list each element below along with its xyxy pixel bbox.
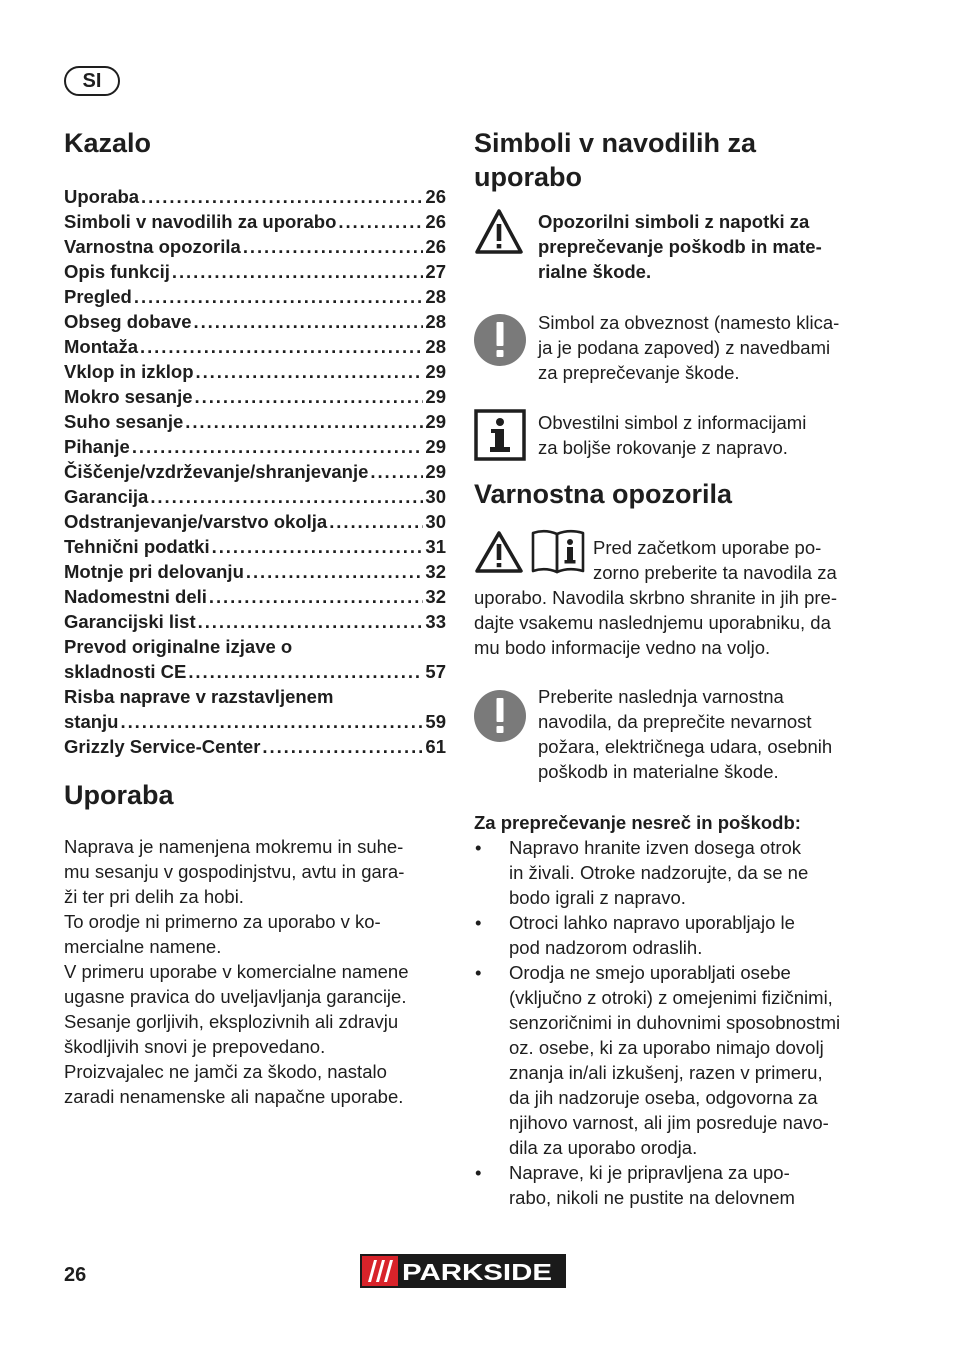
toc-entry-page: 28	[425, 286, 446, 307]
uporaba-text	[64, 834, 454, 1109]
toc-leader-dots	[329, 509, 423, 534]
toc-entry-page: 28	[425, 336, 446, 357]
uporaba-text-line: mu sesanju v gospodinjstvu, avtu in gara-	[64, 861, 405, 882]
toc-entry-page: 26	[425, 211, 446, 232]
toc-entry-page: 29	[425, 361, 446, 382]
toc-entry-label: Mokro sesanje	[64, 386, 193, 407]
toc-entry	[64, 434, 446, 459]
toc-entry-page: 32	[425, 561, 446, 582]
toc-entry	[64, 659, 446, 684]
read-instructions-text: Preberite naslednja varnostna navodila, da preprečite nevarnost požara, električnega udara, osebnih poškodb in materialne škode.	[538, 686, 833, 782]
uporaba-text-line: ži ter pri delih za hobi.	[64, 886, 244, 907]
info-box-icon	[474, 409, 538, 466]
toc-entry-label: Grizzly Service-Center	[64, 736, 261, 757]
toc-entry	[64, 484, 446, 509]
toc-entry	[64, 334, 446, 359]
toc-entry-page: 26	[425, 236, 446, 257]
bullet-marker: •	[475, 837, 482, 858]
toc-leader-dots	[132, 434, 424, 459]
toc-entry-label-line1: Prevod originalne izjave o	[64, 636, 293, 657]
toc-entry	[64, 609, 446, 634]
toc-entry-label: Garancija	[64, 486, 149, 507]
toc-leader-dots	[185, 409, 423, 434]
toc-leader-dots	[141, 184, 423, 209]
safety-bullet-line: pod nadzorom odraslih.	[509, 937, 703, 958]
toc-entry-page: 30	[425, 511, 446, 532]
symbols-title-line2: uporabo	[474, 162, 582, 192]
toc-leader-dots	[212, 534, 424, 559]
toc-entry-label: stanju	[64, 711, 119, 732]
toc-entry-page: 29	[425, 436, 446, 457]
uporaba-text-line: Sesanje gorljivih, eksplozivnih ali zdravju	[64, 1011, 399, 1032]
safety-bullet-line: znanja in/ali izkušenj, razen v primeru,	[509, 1062, 823, 1083]
toc-entry-page: 61	[425, 736, 446, 757]
uporaba-text-line: To orodje ni primerno za uporabo v ko-	[64, 911, 381, 932]
toc-entry-page: 33	[425, 611, 446, 632]
safety-bullet-line: Naprave, ki je pripravljena za upo-	[509, 1162, 790, 1183]
toc-entry-label: Simboli v navodilih za uporabo	[64, 211, 337, 232]
toc-entry-label: Varnostna opozorila	[64, 236, 241, 257]
uporaba-text-line: zaradi nenamenske ali napačne uporabe.	[64, 1086, 404, 1107]
logo-wordmark: PARKSIDE	[402, 1259, 552, 1285]
toc-entry-label: Vklop in izklop	[64, 361, 194, 382]
symbols-title	[474, 126, 756, 194]
safety-bullet-line: da jih nadzoruje oseba, odgovorna za	[509, 1087, 818, 1108]
toc-leader-dots	[262, 734, 423, 759]
symbols-title-line1: Simboli v navodilih za	[474, 128, 757, 158]
safety-bullet-line: in živali. Otroke nadzorujte, da se ne	[509, 862, 809, 883]
toc-leader-dots	[150, 484, 423, 509]
toc-entry	[64, 209, 446, 234]
toc-entry-label: Pregled	[64, 286, 132, 307]
table-of-contents	[64, 184, 446, 759]
language-badge: SI	[64, 66, 120, 96]
toc-leader-dots	[188, 659, 423, 684]
toc-entry	[64, 534, 446, 559]
exclamation-circle-icon	[474, 684, 538, 784]
toc-entry	[64, 509, 446, 534]
toc-leader-dots	[243, 234, 424, 259]
toc-entry	[64, 584, 446, 609]
toc-entry-label: Pihanje	[64, 436, 130, 457]
toc-entry-label: Tehnični podatki	[64, 536, 210, 557]
toc-entry-page: 59	[425, 711, 446, 732]
toc-entry-label: Opis funkcij	[64, 261, 170, 282]
toc-entry-label: skladnosti CE	[64, 661, 187, 682]
safety-bullet-line: njihovo varnost, ali jim posreduje navo-	[509, 1112, 829, 1133]
toc-leader-dots	[198, 609, 424, 634]
symbol-warning-text: Opozorilni simboli z napotki za preprečevanje poškodb in mate- rialne škode.	[538, 211, 822, 282]
uporaba-text-line: mercialne namene.	[64, 936, 222, 957]
toc-entry	[64, 409, 446, 434]
toc-entry	[64, 734, 446, 759]
safety-bullet-line: Otroci lahko napravo uporabljajo le	[509, 912, 795, 933]
symbol-info-text: Obvestilni simbol z informacijami za boljše rokovanje z napravo.	[538, 412, 807, 458]
toc-entry-label-line1: Risba naprave v razstavljenem	[64, 686, 334, 707]
toc-entry-page: 29	[425, 411, 446, 432]
parkside-logo	[360, 1254, 566, 1288]
safety-bullet-line: dila za uporabo orodja.	[509, 1137, 698, 1158]
safety-bullet-line: Napravo hranite izven dosega otrok	[509, 837, 802, 858]
uporaba-text-line: škodljivih snovi je prepovedano.	[64, 1036, 326, 1057]
safety-bullet-line: senzoričnimi in duhovnimi sposobnostmi	[509, 1012, 841, 1033]
safety-bullet-line: (vključno z otroki) z omejenimi fizičnimi,	[509, 987, 833, 1008]
toc-entry	[64, 709, 446, 734]
toc-entry-label: Garancijski list	[64, 611, 196, 632]
bullet-marker: •	[475, 962, 482, 983]
toc-entry-page: 29	[425, 461, 446, 482]
toc-leader-dots	[193, 309, 423, 334]
toc-entry-page: 30	[425, 486, 446, 507]
warning-triangle-icon	[474, 530, 524, 579]
read-manual-icon	[530, 529, 586, 580]
toc-leader-dots	[120, 709, 423, 734]
exclamation-circle-icon	[474, 310, 538, 385]
safety-bullet-list	[474, 835, 874, 1210]
safety-bullet-item	[474, 960, 874, 1160]
toc-leader-dots	[338, 209, 423, 234]
toc-entry-page: 26	[425, 186, 446, 207]
toc-leader-dots	[196, 359, 424, 384]
toc-leader-dots	[370, 459, 423, 484]
toc-entry-label: Montaža	[64, 336, 138, 357]
uporaba-text-line: Naprava je namenjena mokremu in suhe-	[64, 836, 404, 857]
toc-entry-label: Obseg dobave	[64, 311, 192, 332]
toc-leader-dots	[246, 559, 424, 584]
toc-entry	[64, 259, 446, 284]
safety-title: Varnostna opozorila	[474, 479, 733, 509]
uporaba-title: Uporaba	[64, 780, 174, 810]
toc-leader-dots	[172, 259, 424, 284]
safety-bullet-item	[474, 835, 874, 910]
safety-bullet-line: Orodja ne smejo uporabljati osebe	[509, 962, 791, 983]
toc-entry	[64, 459, 446, 484]
toc-entry	[64, 184, 446, 209]
symbol-mandatory-text: Simbol za obveznost (namesto klica- ja je podana zapoved) z navedbami za preprečevanje škode.	[538, 312, 840, 383]
safety-bullet-line: oz. osebe, ki za uporabo nimajo dovolj	[509, 1037, 824, 1058]
accident-prevention-heading: Za preprečevanje nesreč in poškodb:	[474, 812, 801, 833]
toc-title: Kazalo	[64, 128, 152, 158]
safety-bullet-line: rabo, nikoli ne pustite na delovnem	[509, 1187, 795, 1208]
symbol-info-row	[474, 409, 806, 466]
toc-entry-label: Uporaba	[64, 186, 140, 207]
toc-entry-label: Odstranjevanje/varstvo okolja	[64, 511, 328, 532]
toc-leader-dots	[209, 584, 424, 609]
toc-leader-dots	[140, 334, 423, 359]
uporaba-text-line: Proizvajalec ne jamči za škodo, nastalo	[64, 1061, 387, 1082]
toc-entry-page: 27	[425, 261, 446, 282]
bullet-marker: •	[475, 1162, 482, 1183]
toc-entry-label: Čiščenje/vzdrževanje/shranjevanje	[64, 461, 369, 482]
symbol-warning-row	[474, 208, 822, 284]
uporaba-text-line: V primeru uporabe v komercialne namene	[64, 961, 409, 982]
safety-intro-rest: uporabo. Navodila skrbno shranite in jih pre- dajte vsakemu naslednjemu uporabniku, da mu bodo informacije vedno na voljo.	[474, 587, 838, 658]
read-instructions-row	[474, 684, 832, 784]
safety-bullet-item	[474, 910, 874, 960]
warning-triangle-icon	[474, 208, 538, 284]
toc-entry	[64, 359, 446, 384]
toc-entry-label: Motnje pri delovanju	[64, 561, 244, 582]
toc-entry	[64, 234, 446, 259]
toc-leader-dots	[195, 384, 424, 409]
toc-entry-page: 32	[425, 586, 446, 607]
toc-entry-page: 29	[425, 386, 446, 407]
toc-entry	[64, 559, 446, 584]
safety-intro-first: Pred začetkom uporabe po- zorno preberite ta navodila za	[593, 537, 837, 583]
safety-bullet-line: bodo igrali z napravo.	[509, 887, 686, 908]
toc-entry	[64, 384, 446, 409]
page-number: 26	[64, 1264, 87, 1286]
toc-entry-page: 28	[425, 311, 446, 332]
toc-leader-dots	[134, 284, 424, 309]
symbol-mandatory-row	[474, 310, 839, 385]
bullet-marker: •	[475, 912, 482, 933]
toc-entry-label: Nadomestni deli	[64, 586, 207, 607]
toc-entry-page: 57	[425, 661, 446, 682]
toc-entry-page: 31	[425, 536, 446, 557]
toc-entry	[64, 284, 446, 309]
toc-entry	[64, 309, 446, 334]
uporaba-text-line: ugasne pravica do uveljavljanja garancije.	[64, 986, 407, 1007]
toc-entry-label: Suho sesanje	[64, 411, 184, 432]
safety-bullet-item	[474, 1160, 874, 1210]
